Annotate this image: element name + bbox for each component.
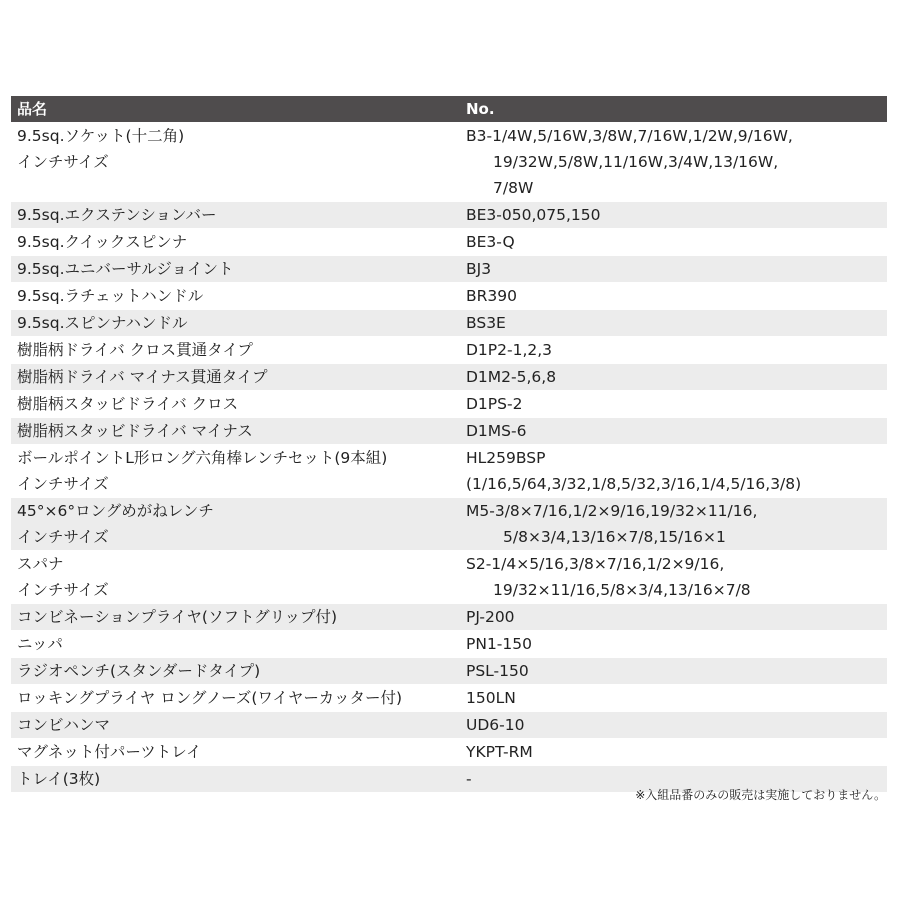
table-row xyxy=(11,550,887,603)
item-name-cell xyxy=(11,310,463,336)
table-row xyxy=(11,122,887,201)
table-row xyxy=(11,684,887,711)
item-name-line: 9.5sq.ユニバーサルジョイント xyxy=(17,260,234,278)
item-number-line: YKPT-RM xyxy=(466,743,533,761)
item-number-cell xyxy=(463,604,887,630)
item-number-line: D1M2-5,6,8 xyxy=(466,368,557,386)
item-number-line: BS3E xyxy=(466,314,506,332)
item-name-cell xyxy=(11,202,463,228)
item-number-line: BE3-Q xyxy=(466,233,515,251)
item-number-line: D1MS-6 xyxy=(466,422,527,440)
footnote: ※入組品番のみの販売は実施しておりません。 xyxy=(635,788,886,802)
item-number-cell xyxy=(463,123,887,201)
item-number-line: M5-3/8×7/16,1/2×9/16,19/32×11/16, xyxy=(466,502,758,520)
item-name-line: 樹脂柄ドライバ マイナス貫通タイプ xyxy=(17,368,268,386)
item-name-cell xyxy=(11,229,463,255)
item-number-line: BR390 xyxy=(466,287,517,305)
table-row xyxy=(11,497,887,550)
item-number-cell xyxy=(463,391,887,417)
item-name-line: 9.5sq.ソケット(十二角) xyxy=(17,127,185,145)
item-name-cell xyxy=(11,604,463,630)
item-number-line: PJ-200 xyxy=(466,608,515,626)
item-number-cell xyxy=(463,739,887,765)
table-row xyxy=(11,417,887,444)
item-name-line: 樹脂柄スタッビドライバ クロス xyxy=(17,395,239,413)
item-number-line: 19/32W,5/8W,11/16W,3/4W,13/16W, xyxy=(493,153,779,171)
table-row xyxy=(11,390,887,417)
item-number-cell xyxy=(463,498,887,550)
item-number-cell xyxy=(463,658,887,684)
item-number-cell xyxy=(463,364,887,390)
item-number-cell xyxy=(463,631,887,657)
table-header xyxy=(11,96,887,122)
item-number-cell xyxy=(463,310,887,336)
item-number-line: BJ3 xyxy=(466,260,492,278)
item-number-cell xyxy=(463,337,887,363)
item-name-line: 9.5sq.スピンナハンドル xyxy=(17,314,188,332)
item-name-cell xyxy=(11,364,463,390)
item-number-line: D1PS-2 xyxy=(466,395,523,413)
item-number-cell xyxy=(463,256,887,282)
item-name-line: ロッキングプライヤ ロングノーズ(ワイヤーカッター付) xyxy=(17,689,402,707)
item-name-cell xyxy=(11,685,463,711)
item-number-cell xyxy=(463,202,887,228)
item-name-cell xyxy=(11,766,463,792)
item-name-line: トレイ(3枚) xyxy=(17,770,101,788)
item-name-cell xyxy=(11,391,463,417)
item-name-cell xyxy=(11,418,463,444)
item-name-line: 9.5sq.クイックスピンナ xyxy=(17,233,188,251)
table-body xyxy=(11,122,887,792)
item-name-cell xyxy=(11,445,463,497)
item-number-cell xyxy=(463,418,887,444)
item-name-cell xyxy=(11,631,463,657)
item-number-line: (1/16,5/64,3/32,1/8,5/32,3/16,1/4,5/16,3/8) xyxy=(466,475,802,493)
table-row xyxy=(11,657,887,684)
table-row xyxy=(11,228,887,255)
item-name-line: インチサイズ xyxy=(17,581,109,599)
item-name-line: インチサイズ xyxy=(17,475,109,493)
item-number-cell xyxy=(463,712,887,738)
item-number-line: B3-1/4W,5/16W,3/8W,7/16W,1/2W,9/16W, xyxy=(466,127,793,145)
item-name-line: ニッパ xyxy=(17,635,63,653)
parts-table xyxy=(11,96,887,792)
item-name-line: マグネット付パーツトレイ xyxy=(17,743,202,761)
table-row xyxy=(11,444,887,497)
item-number-line: - xyxy=(466,770,472,788)
header-name: 品名 xyxy=(17,100,48,118)
table-row xyxy=(11,336,887,363)
item-name-line: スパナ xyxy=(17,555,64,573)
item-number-line: PSL-150 xyxy=(466,662,529,680)
item-name-cell xyxy=(11,283,463,309)
item-name-line: 9.5sq.ラチェットハンドル xyxy=(17,287,204,305)
item-name-line: インチサイズ xyxy=(17,153,109,171)
item-number-line: 150LN xyxy=(466,689,516,707)
item-name-line: ボールポイントL形ロング六角棒レンチセット(9本組) xyxy=(17,449,388,467)
item-number-cell xyxy=(463,445,887,497)
item-name-cell xyxy=(11,551,463,603)
table-row xyxy=(11,201,887,228)
table-row xyxy=(11,630,887,657)
item-name-cell xyxy=(11,123,463,201)
item-name-line: 樹脂柄ドライバ クロス貫通タイプ xyxy=(17,341,253,359)
item-name-cell xyxy=(11,712,463,738)
item-number-cell xyxy=(463,283,887,309)
header-no: No. xyxy=(466,100,495,118)
item-name-line: ラジオペンチ(スタンダードタイプ) xyxy=(17,662,261,680)
item-number-line: 5/8×3/4,13/16×7/8,15/16×1 xyxy=(503,528,726,546)
table-row xyxy=(11,282,887,309)
table-row xyxy=(11,309,887,336)
item-name-line: コンビネーションプライヤ(ソフトグリップ付) xyxy=(17,608,338,626)
item-name-line: インチサイズ xyxy=(17,528,109,546)
item-number-line: D1P2-1,2,3 xyxy=(466,341,553,359)
item-name-cell xyxy=(11,498,463,550)
item-number-line: HL259BSP xyxy=(466,449,546,467)
item-number-cell xyxy=(463,551,887,603)
table-row xyxy=(11,255,887,282)
table-row xyxy=(11,363,887,390)
item-name-line: 樹脂柄スタッビドライバ マイナス xyxy=(17,422,253,440)
item-name-cell xyxy=(11,256,463,282)
item-name-line: 45°×6°ロングめがねレンチ xyxy=(17,502,214,520)
item-number-cell xyxy=(463,229,887,255)
item-number-line: PN1-150 xyxy=(466,635,532,653)
item-number-line: 7/8W xyxy=(493,179,534,197)
table-row xyxy=(11,738,887,765)
table-row xyxy=(11,711,887,738)
item-number-line: BE3-050,075,150 xyxy=(466,206,601,224)
table-row xyxy=(11,603,887,630)
item-number-line: S2-1/4×5/16,3/8×7/16,1/2×9/16, xyxy=(466,555,725,573)
item-name-cell xyxy=(11,739,463,765)
item-name-cell xyxy=(11,337,463,363)
item-name-line: コンビハンマ xyxy=(17,716,111,734)
item-name-cell xyxy=(11,658,463,684)
item-name-line: 9.5sq.エクステンションバー xyxy=(17,206,217,224)
item-number-line: 19/32×11/16,5/8×3/4,13/16×7/8 xyxy=(493,581,751,599)
item-number-cell xyxy=(463,685,887,711)
item-number-line: UD6-10 xyxy=(466,716,525,734)
